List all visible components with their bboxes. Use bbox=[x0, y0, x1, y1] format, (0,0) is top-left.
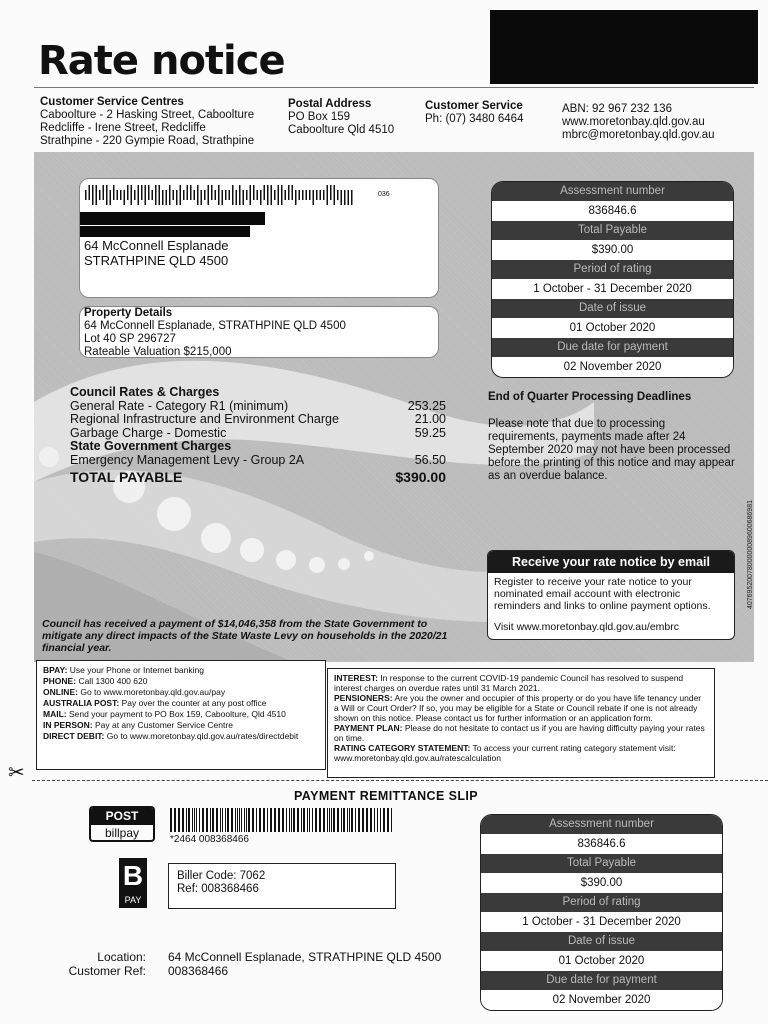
payment-option: DIRECT DEBIT: Go to www.moretonbay.qld.gov.au/rates/directdebit bbox=[43, 731, 299, 741]
charge-amount: 59.25 bbox=[414, 425, 446, 440]
redacted-name bbox=[80, 212, 265, 225]
charge-label: General Rate - Category R1 (minimum) bbox=[70, 398, 289, 413]
charge-row bbox=[70, 427, 450, 441]
assessment-label: Period of rating bbox=[481, 893, 722, 912]
charges-table: Council Rates & Charges General Rate - Category R1 (minimum) 253.25 Regional Infrastructure and Environment Charge 21.00 Garbage Charge - Domestic 59.25 State Government Charges Emergency Management Levy - Group 2A 56.50 TOTAL PAYABLE $390.00 bbox=[70, 386, 450, 484]
charge-label: Garbage Charge - Domestic bbox=[70, 425, 227, 440]
assessment-value: $390.00 bbox=[481, 873, 722, 893]
barcode-suffix: 036 bbox=[378, 191, 390, 198]
customer-ref-value: 008368466 bbox=[168, 964, 229, 978]
total-amount: $390.00 bbox=[395, 468, 446, 485]
charge-row bbox=[70, 400, 450, 414]
biller-details bbox=[168, 863, 396, 909]
customer-service-phone: Customer Service Ph: (07) 3480 6464 bbox=[425, 100, 524, 125]
payment-option: MAIL: Send your payment to PO Box 159, Caboolture, Qld 4510 bbox=[43, 709, 286, 719]
assessment-summary bbox=[491, 181, 734, 378]
charge-amount: 21.00 bbox=[414, 412, 446, 427]
page-title: Rate notice bbox=[38, 38, 285, 84]
property-details: Property Details 64 McConnell Esplanade, STRATHPINE QLD 4500 Lot 40 SP 296727 Rateable Valuation $215,000 bbox=[84, 307, 346, 358]
assessment-label: Period of rating bbox=[492, 260, 733, 279]
info-note: PAYMENT PLAN: Please do not hesitate to contact us if you are having difficulty paying your rates on time. bbox=[334, 723, 705, 743]
biller-code: Biller Code: 7062 bbox=[177, 870, 266, 882]
charge-label: Emergency Management Levy - Group 2A bbox=[70, 452, 305, 467]
info-note: RATING CATEGORY STATEMENT: To access your current rating category statement visit: www.moretonbay.qld.gov.au/ratescalculation bbox=[334, 743, 676, 763]
assessment-label: Due date for payment bbox=[492, 338, 733, 357]
assessment-label: Date of issue bbox=[492, 299, 733, 318]
charge-label: Regional Infrastructure and Environment Charge bbox=[70, 412, 339, 427]
customer-service-centres: Customer Service Centres Caboolture - 2 Hasking Street, Caboolture Redcliffe - Irene Street, Redcliffe Strathpine - 220 Gympie Road, Strathpine bbox=[40, 96, 255, 147]
postal-address: Postal Address PO Box 159 Caboolture Qld 4510 bbox=[288, 98, 395, 136]
total-label: TOTAL PAYABLE bbox=[70, 468, 183, 485]
assessment-label: Date of issue bbox=[481, 932, 722, 951]
assessment-value: 01 October 2020 bbox=[492, 318, 733, 338]
payment-option: PHONE: Call 1300 400 620 bbox=[43, 676, 148, 686]
post-billpay-logo: POST billpay bbox=[89, 806, 155, 842]
assessment-label: Total Payable bbox=[481, 854, 722, 873]
end-of-quarter-notice: End of Quarter Processing Deadlines Please note that due to processing requirements, payments made after 24 September 2020 may not have been processed before the printing of this notice and may appear as an overdue balance. bbox=[488, 391, 735, 482]
info-notes bbox=[327, 668, 715, 778]
payment-option: IN PERSON: Pay at any Customer Service Centre bbox=[43, 720, 233, 730]
assessment-value: $390.00 bbox=[492, 240, 733, 260]
assessment-label: Total Payable bbox=[492, 221, 733, 240]
assessment-label: Assessment number bbox=[481, 815, 722, 834]
postal-barcode bbox=[85, 185, 355, 207]
charge-row bbox=[70, 413, 450, 427]
charge-amount: 253.25 bbox=[407, 398, 446, 413]
billpay-barcode bbox=[170, 808, 395, 832]
charge-amount: 56.50 bbox=[414, 452, 446, 467]
abn-contact: ABN: 92 967 232 136 www.moretonbay.qld.gov.au mbrc@moretonbay.qld.gov.au bbox=[562, 103, 715, 141]
mailing-address: 64 McConnell Esplanade STRATHPINE QLD 4500 bbox=[84, 238, 229, 268]
email-promo-box bbox=[487, 550, 735, 640]
info-note: PENSIONERS: Are you the owner and occupier of this property or do you have life tenancy under a Will or Court Order? If so, you may be eligible for a State or Council rebate if one is not already shown on this notice. Please contact us for further information or an application form. bbox=[334, 693, 702, 723]
vertical-code: 4076952007800000089600686981 bbox=[747, 500, 754, 610]
location-value: 64 McConnell Esplanade, STRATHPINE QLD 4500 bbox=[168, 950, 442, 964]
barcode-number: *2464 008368466 bbox=[170, 834, 249, 845]
assessment-value: 02 November 2020 bbox=[481, 990, 722, 1010]
location-value-col bbox=[168, 950, 441, 978]
assessment-label: Due date for payment bbox=[481, 971, 722, 990]
cut-line bbox=[32, 780, 768, 781]
government-payment-note: Council has received a payment of $14,046,358 from the State Government to mitigate any direct impacts of the State Waste Levy on households in the 2020/21 financial year. bbox=[42, 618, 448, 654]
header-divider bbox=[34, 87, 754, 88]
assessment-value: 1 October - 31 December 2020 bbox=[481, 912, 722, 932]
assessment-value: 01 October 2020 bbox=[481, 951, 722, 971]
location-label-col: Location: Customer Ref: bbox=[68, 950, 146, 978]
assessment-value: 1 October - 31 December 2020 bbox=[492, 279, 733, 299]
email-promo-link[interactable]: Visit www.moretonbay.qld.gov.au/embrc bbox=[494, 621, 680, 633]
remittance-assessment-summary bbox=[480, 814, 723, 1011]
bpay-logo: B PAY bbox=[119, 858, 147, 908]
assessment-value: 836846.6 bbox=[492, 201, 733, 221]
scissors-icon: ✂ bbox=[8, 762, 25, 784]
redacted-block bbox=[490, 10, 758, 84]
charge-row bbox=[70, 454, 450, 468]
payment-option: BPAY: Use your Phone or Internet banking bbox=[43, 665, 204, 675]
assessment-label: Assessment number bbox=[492, 182, 733, 201]
payment-options bbox=[36, 660, 326, 770]
remittance-heading: PAYMENT REMITTANCE SLIP bbox=[294, 789, 478, 803]
assessment-value: 02 November 2020 bbox=[492, 357, 733, 377]
redacted-name-2 bbox=[80, 226, 250, 237]
email-promo-heading: Receive your rate notice by email bbox=[488, 551, 734, 573]
info-note: INTEREST: In response to the current COVID-19 pandemic Council has resolved to suspend interest charges on overdue rates until 31 March 2021. bbox=[334, 673, 684, 693]
bpay-ref: Ref: 008368466 bbox=[177, 883, 259, 895]
email-promo-body: Register to receive your rate notice to your nominated email account with electronic reminders and links to online payment options. bbox=[494, 576, 711, 612]
assessment-value: 836846.6 bbox=[481, 834, 722, 854]
payment-option: ONLINE: Go to www.moretonbay.qld.gov.au/pay bbox=[43, 687, 226, 697]
payment-option: AUSTRALIA POST: Pay over the counter at any post office bbox=[43, 698, 267, 708]
